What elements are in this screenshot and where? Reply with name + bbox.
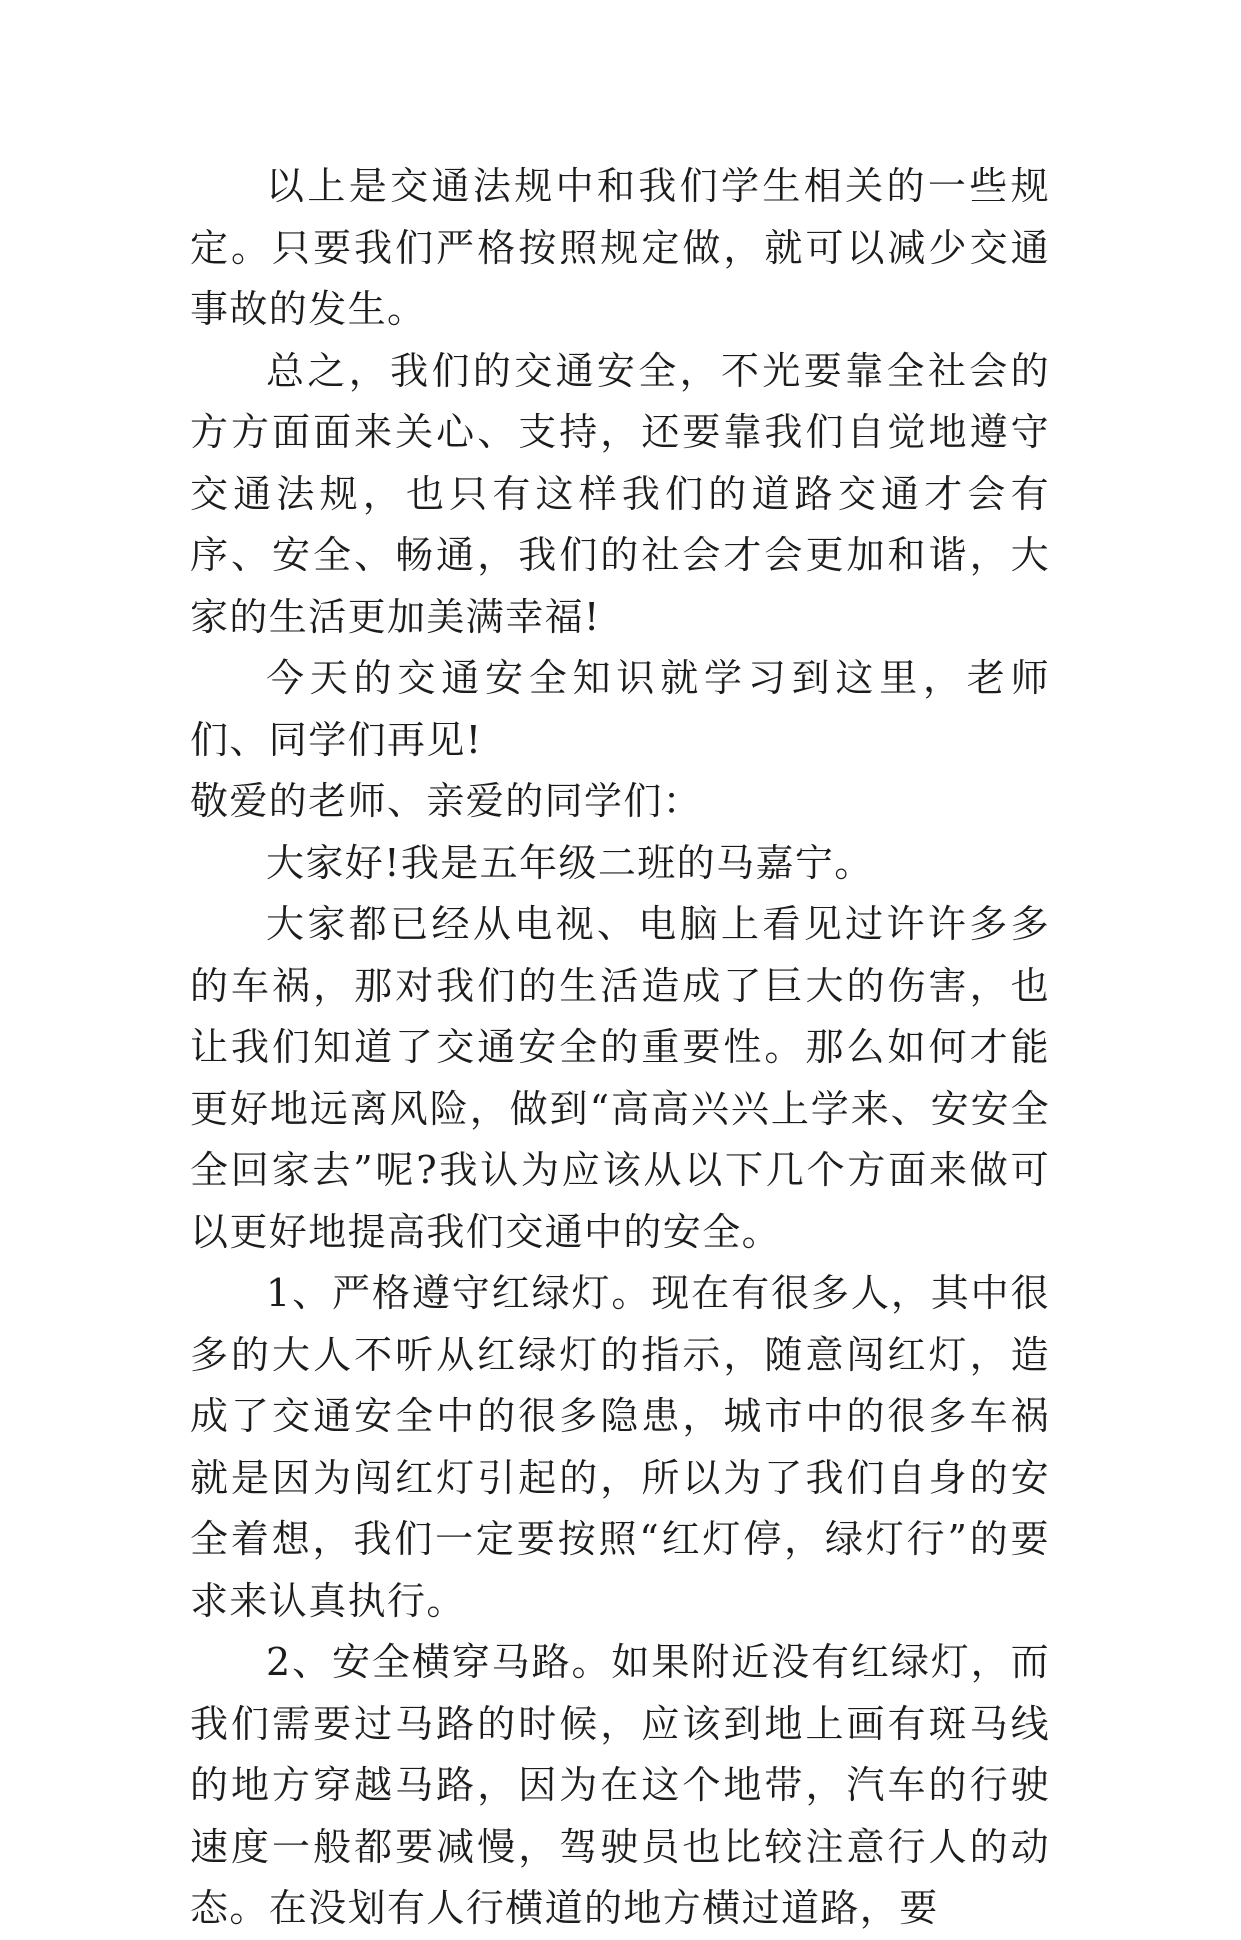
paragraph: 2、安全横穿马路。如果附近没有红绿灯，而我们需要过马路的时候，应该到地上画有斑马线的地方穿越马路，因为在这个地带，汽车的行驶速度一般都要减慢，驾驶员也比较注意行人的动态。在没划有人行横道的地方横过道路，要 [190, 1640, 1050, 1930]
paragraph: 以上是交通法规中和我们学生相关的一些规定。只要我们严格按照规定做，就可以减少交通事故的发生。 [190, 164, 1050, 331]
paragraph: 大家都已经从电视、电脑上看见过许许多多的车祸，那对我们的生活造成了巨大的伤害，也让我们知道了交通安全的重要性。那么如何才能更好地远离风险，做到“高高兴兴上学来、安安全全回家去”呢?我认为应该从以下几个方面来做可以更好地提高我们交通中的安全。 [190, 902, 1050, 1254]
salutation: 敬爱的老师、亲爱的同学们： [190, 779, 703, 823]
paragraph: 大家好!我是五年级二班的马嘉宁。 [266, 840, 874, 885]
document-body [190, 156, 1050, 1940]
paragraph: 总之，我们的交通安全，不光要靠全社会的方方面面来关心、支持，还要靠我们自觉地遵守交通法规，也只有这样我们的道路交通才会有序、安全、畅通，我们的社会才会更加和谐，大家的生活更加美满幸福! [190, 348, 1050, 639]
paragraph: 1、严格遵守红绿灯。现在有很多人，其中很多的大人不听从红绿灯的指示，随意闯红灯，造成了交通安全中的很多隐患，城市中的很多车祸就是因为闯红灯引起的，所以为了我们自身的安全着想，我们一定要按照“红灯停，绿灯行”的要求来认真执行。 [190, 1271, 1050, 1623]
paragraph: 今天的交通安全知识就学习到这里，老师们、同学们再见! [190, 656, 1050, 762]
